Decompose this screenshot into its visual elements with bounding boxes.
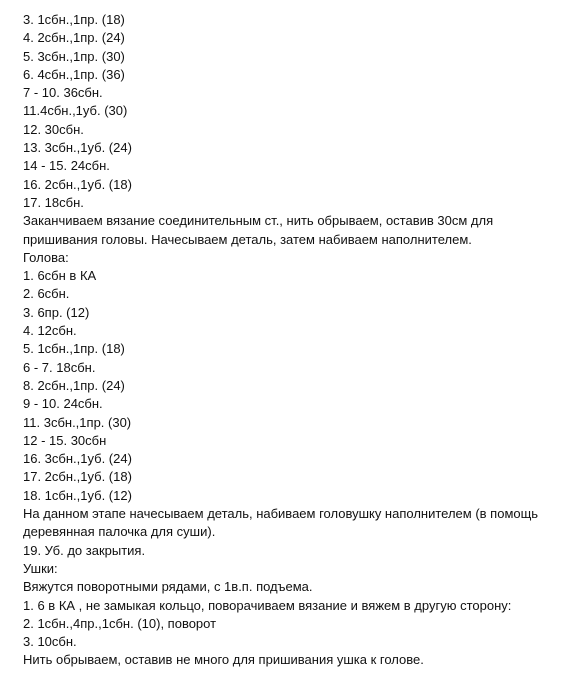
head-rows bbox=[23, 267, 570, 505]
pattern-row: 1. 6 в КА , не замыкая кольцо, поворачиваем вязание и вяжем в другую сторону: bbox=[23, 597, 512, 613]
pattern-row: 2. 6сбн. bbox=[23, 286, 70, 302]
pattern-row: 4. 2сбн.,1пр. (24) bbox=[23, 30, 125, 46]
pattern-row: 11.4сбн.,1уб. (30) bbox=[23, 103, 128, 119]
ears-finish-note: Нить обрываем, оставив не много для пришивания ушка к голове. bbox=[23, 652, 424, 668]
pattern-row: 19. Уб. до закрытия. bbox=[23, 542, 146, 558]
head-section-title: Голова: bbox=[23, 249, 69, 265]
ears-section-title: Ушки: bbox=[23, 560, 58, 576]
body-rows bbox=[23, 11, 570, 212]
pattern-row: 12. 30сбн. bbox=[23, 121, 84, 137]
pattern-row: 18. 1сбн.,1уб. (12) bbox=[23, 487, 132, 503]
pattern-row: 17. 18сбн. bbox=[23, 194, 84, 210]
pattern-row: 7 - 10. 36сбн. bbox=[23, 85, 103, 101]
pattern-row: 16. 2сбн.,1уб. (18) bbox=[23, 176, 132, 192]
pattern-row: 4. 12сбн. bbox=[23, 323, 77, 339]
pattern-row: 3. 1сбн.,1пр. (18) bbox=[23, 12, 125, 27]
pattern-row: 6 - 7. 18сбн. bbox=[23, 359, 96, 375]
pattern-row: 9 - 10. 24сбн. bbox=[23, 396, 103, 412]
pattern-row: 12 - 15. 30сбн bbox=[23, 432, 107, 448]
pattern-row: 5. 3сбн.,1пр. (30) bbox=[23, 48, 125, 64]
pattern-row: 6. 4сбн.,1пр. (36) bbox=[23, 66, 125, 82]
head-note: На данном этапе начесываем деталь, набиваем головушку наполнителем (в помощь деревянная палочка для суши). bbox=[23, 506, 539, 540]
body-finish-note: Заканчиваем вязание соединительным ст., нить обрываем, оставив 30см для пришивания головы. Начесываем деталь, затем набиваем наполнителем. bbox=[23, 213, 494, 247]
ears-intro: Вяжутся поворотными рядами, с 1в.п. подъема. bbox=[23, 579, 313, 595]
pattern-row: 17. 2сбн.,1уб. (18) bbox=[23, 469, 132, 485]
pattern-row: 1. 6сбн в КА bbox=[23, 268, 97, 284]
pattern-row: 8. 2сбн.,1пр. (24) bbox=[23, 377, 125, 393]
pattern-row: 14 - 15. 24сбн. bbox=[23, 158, 110, 174]
pattern-row: 3. 10сбн. bbox=[23, 634, 77, 650]
pattern-row: 3. 6пр. (12) bbox=[23, 304, 90, 320]
pattern-row: 13. 3сбн.,1уб. (24) bbox=[23, 140, 132, 156]
pattern-row: 16. 3сбн.,1уб. (24) bbox=[23, 451, 132, 467]
pattern-row: 5. 1сбн.,1пр. (18) bbox=[23, 341, 125, 357]
ears-rows bbox=[23, 597, 570, 652]
pattern-row: 11. 3сбн.,1пр. (30) bbox=[23, 414, 132, 430]
pattern-row: 2. 1сбн.,4пр.,1сбн. (10), поворот bbox=[23, 615, 217, 631]
